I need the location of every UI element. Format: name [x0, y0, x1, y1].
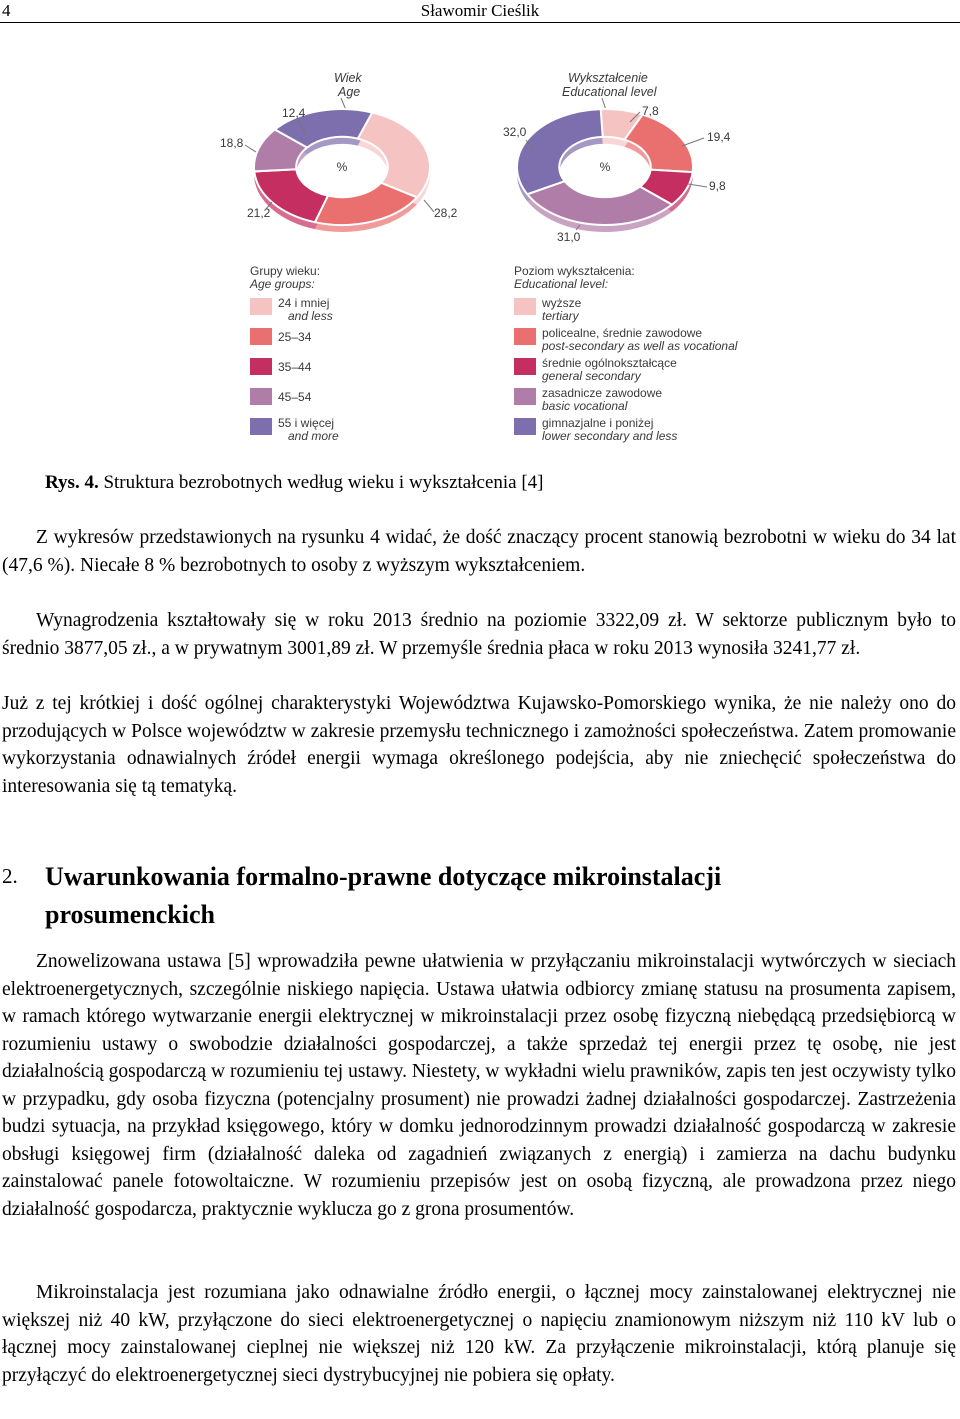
age-label-12-4: 12,4 — [282, 106, 306, 120]
edu-legend-label-2: średnie ogólnokształcące — [542, 356, 677, 370]
age-legend-swatch-3 — [250, 388, 272, 405]
charts-svg — [210, 60, 770, 460]
page-number: 4 — [2, 1, 11, 20]
edu-chart-title-en: Educational level — [562, 85, 657, 99]
age-label-18-8: 18,8 — [220, 136, 244, 150]
caption-label: Rys. 4. — [45, 472, 99, 493]
education-donut-chart — [503, 71, 731, 244]
age-donut-chart — [220, 71, 458, 232]
edu-legend-swatch-3 — [514, 388, 536, 405]
age-legend-label-en-4: and more — [288, 429, 339, 443]
paragraph-3: Już z tej krótkiej i dość ogólnej charakterystyki Województwa Kujawsko-Pomorskiego wynika, że nie należy ono do przodujących w Polsce województw w zakresie przemysłu technicznego i zamożności społeczeństwa. Zatem promowanie wykorzystania odnawialnych źródeł energii wymaga określonego podejścia, aby nie zniechęcić społeczeństwa do interesowania się tą tematyką. — [2, 693, 956, 797]
age-legend — [249, 264, 339, 443]
paragraph-5: Mikroinstalacja jest rozumiana jako odnawialne źródło energii, o łącznej mocy zainstalowanej elektrycznej nie większej niż 40 kW, przyłączone do sieci elektroenergetycznej o napięciu znamionowym niższym niż 110 kV lub o łącznej mocy zainstalowanej cieplnej nie większej niż 120 kW. Za przyłączenie mikroinstalacji, którą planuje się przyłączyć do elektroenergetycznej sieci dystrybucyjnej nie pobiera się opłaty. — [2, 1282, 956, 1386]
edu-label-19-4: 19,4 — [707, 130, 731, 144]
edu-label-31-0: 31,0 — [557, 230, 581, 244]
caption-text: Struktura bezrobotnych według wieku i wykształcenia [4] — [98, 472, 544, 493]
age-label-28-2: 28,2 — [434, 206, 458, 220]
age-legend-label-0: 24 i mniej — [278, 296, 330, 310]
age-legend-swatch-1 — [250, 328, 272, 345]
edu-legend-label-1: policealne, średnie zawodowe — [542, 326, 703, 340]
edu-legend-label-en-3: basic vocational — [542, 399, 628, 413]
age-legend-label-1: 25–34 — [278, 330, 312, 344]
edu-label-32-0: 32,0 — [503, 125, 527, 139]
edu-legend-label-en-0: tertiary — [542, 309, 579, 323]
age-chart-title-pl: Wiek — [334, 71, 362, 85]
edu-legend-label-3: zasadnicze zawodowe — [542, 386, 663, 400]
age-legend-title-en: Age groups: — [250, 277, 315, 291]
edu-label-7-8: 7,8 — [642, 104, 659, 118]
edu-legend-label-en-1: post-secondary as well as vocational — [542, 339, 738, 353]
age-legend-swatch-4 — [250, 418, 272, 435]
edu-legend-swatch-1 — [514, 328, 536, 345]
age-center-label: % — [336, 160, 348, 174]
paragraph-2: Wynagrodzenia kształtowały się w roku 2013 średnio na poziomie 3322,09 zł. W sektorze publicznym było to średnio 3877,05 zł., a w prywatnym 3001,89 zł. W przemyśle średnia płaca w roku 2013 wynosiła 3241,77 zł. — [2, 610, 956, 659]
edu-center-label: % — [599, 160, 611, 174]
edu-legend-label-0: wyższe — [542, 296, 582, 310]
paragraph-4: Znowelizowana ustawa [5] wprowadziła pewne ułatwienia w przyłączaniu mikroinstalacji wytwórczych w sieciach elektroenergetycznych, szczególnie niskiego napięcia. Ustawa ułatwia odbiorcy zmianę statusu na prosumenta zapisem, w ramach którego wytwarzanie energii elektrycznej w mikroinstalacji przez osobę fizyczną niebędącą przedsiębiorcą w rozumieniu ustawy o swobodzie działalności gospodarczej, a także sprzedaż tej energii przez tę osobę, nie jest działalnością gospodarczą w rozumieniu tej ustawy. Niestety, w wykładni wielu prawników, zapis ten jest oczywisty tylko w przypadku, gdy osoba fizyczna (potencjalny prosument) nie prowadzi żadnej działalności gospodarczej. Zastrzeżenia budzi sytuacja, na przykład księgowego, który w domku jednorodzinnym prowadzi działalność gospodarczą w zakresie obsługi księgowej firm (działalność daleka od zagadnień związanych z energią) i zamierza na dachu budynku zainstalować panele fotowoltaiczne. W rozumieniu przepisów jest on osobą fizyczną, ale prowadzona przez niego działalność gospodarcza, praktycznie wyklucza go z grona prosumentów. — [2, 951, 956, 1220]
section-number: 2. — [2, 864, 18, 888]
age-legend-swatch-0 — [250, 298, 272, 315]
page-header — [0, 0, 960, 23]
edu-legend-label-en-4: lower secondary and less — [542, 429, 678, 443]
edu-chart-title-pl: Wykształcenie — [568, 71, 648, 85]
age-label-21-2: 21,2 — [247, 206, 271, 220]
age-legend-swatch-2 — [250, 358, 272, 375]
edu-legend-label-en-2: general secondary — [542, 369, 641, 383]
age-chart-title-en: Age — [338, 85, 361, 99]
figure-charts — [210, 60, 770, 460]
age-legend-label-en-0: and less — [288, 309, 333, 323]
figure-caption — [45, 472, 544, 494]
age-slice-0 — [358, 113, 430, 198]
paragraph-1: Z wykresów przedstawionych na rysunku 4 widać, że dość znaczący procent stanowią bezrobotni w wieku do 34 lat (47,6 %). Niecałe 8 % bezrobotnych to osoby z wyższym wykształceniem. — [2, 527, 956, 576]
edu-legend-swatch-2 — [514, 358, 536, 375]
edu-label-9-8: 9,8 — [709, 179, 726, 193]
running-head-author: Sławomir Cieślik — [420, 1, 540, 20]
edu-legend-label-4: gimnazjalne i poniżej — [542, 416, 654, 430]
edu-legend-swatch-4 — [514, 418, 536, 435]
age-legend-label-4: 55 i więcej — [278, 416, 335, 430]
age-legend-label-3: 45–54 — [278, 390, 312, 404]
section-title: Uwarunkowania formalno-prawne dotyczące mikroinstalacji prosumenckich — [45, 862, 722, 929]
edu-legend-swatch-0 — [514, 298, 536, 315]
age-legend-title-pl: Grupy wieku: — [250, 264, 321, 278]
edu-legend-title-en: Educational level: — [514, 277, 609, 291]
edu-slice-4 — [517, 109, 603, 194]
edu-legend — [514, 264, 738, 443]
age-legend-label-2: 35–44 — [278, 360, 312, 374]
edu-legend-title-pl: Poziom wykształcenia: — [514, 264, 635, 278]
